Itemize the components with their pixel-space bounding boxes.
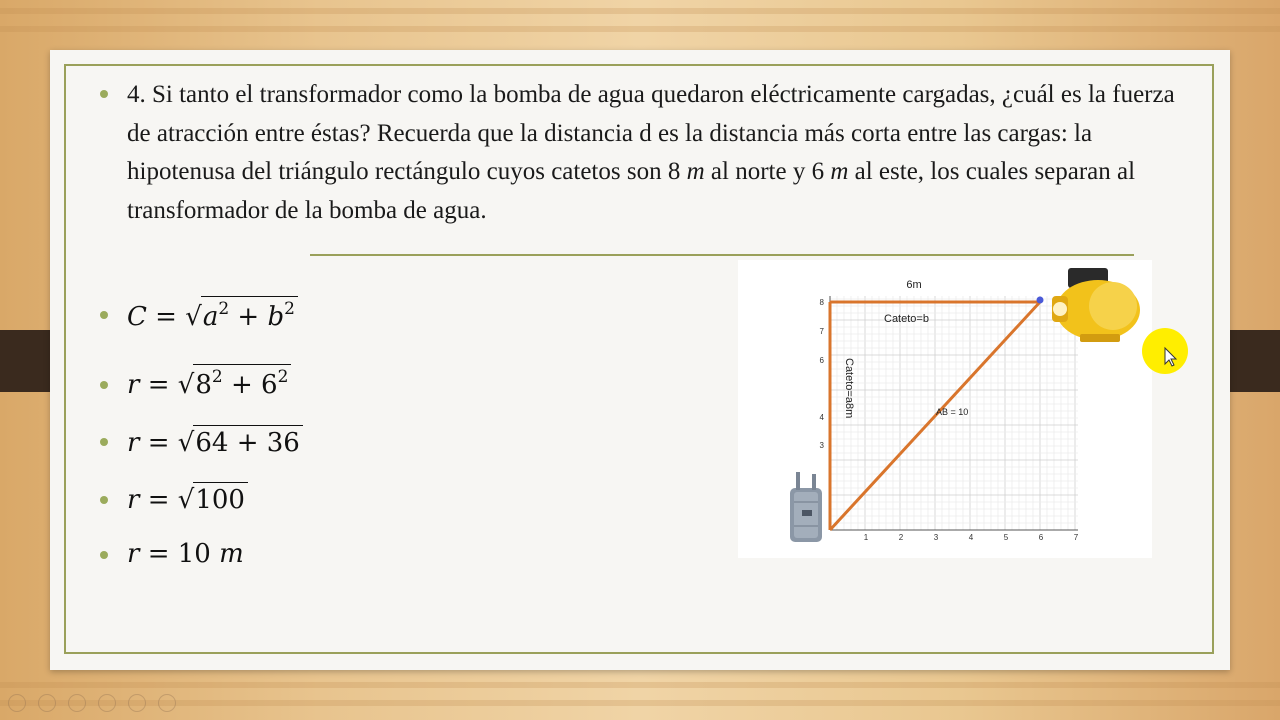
y-tick-labels	[820, 298, 825, 450]
cursor-icon	[1142, 328, 1188, 374]
x-tick-label: 5	[1003, 533, 1009, 542]
equation-squares: r = √64 + 36	[127, 425, 303, 458]
equation-result: r = 10 m	[127, 539, 244, 569]
triangle-diagram	[738, 260, 1152, 558]
presentation-toolbar	[8, 694, 184, 716]
bullet-eq4	[100, 496, 108, 504]
pen-icon[interactable]	[68, 694, 86, 712]
bullet-paragraph	[100, 90, 108, 98]
x-tick-label: 1	[863, 533, 869, 542]
x-tick-label: 4	[968, 533, 974, 542]
slides-icon[interactable]	[98, 694, 116, 712]
bullet-eq1	[100, 311, 108, 319]
equation-substitution: $r = √8^2 + 6^2$	[127, 364, 291, 400]
hypotenuse-label: AB = 10	[936, 407, 969, 417]
bullet-eq5	[100, 551, 108, 559]
y-tick-label: 8	[819, 298, 824, 307]
x-tick-label: 2	[898, 533, 904, 542]
y-tick-label: 3	[819, 441, 824, 450]
slide	[50, 50, 1230, 670]
y-tick-label: 7	[819, 327, 824, 336]
title-divider	[310, 254, 1134, 256]
y-tick-label: 6	[819, 356, 824, 365]
equation-sum: r = √100	[127, 482, 248, 515]
previous-icon[interactable]	[8, 694, 26, 712]
bullet-eq3	[100, 438, 108, 446]
x-tick-label: 6	[1038, 533, 1044, 542]
equation-pythagoras: $C = √a^2 + b^2$	[127, 296, 298, 332]
cateto-b-label: Cateto=b	[884, 313, 929, 325]
x-tick-labels	[864, 533, 1079, 542]
x-tick-label: 7	[1073, 533, 1079, 542]
water-pump-icon	[1052, 268, 1140, 342]
y-tick-label: 4	[819, 413, 824, 422]
more-icon[interactable]	[158, 694, 176, 712]
laser-pointer	[1142, 328, 1188, 374]
bullet-eq2	[100, 381, 108, 389]
problem-statement: 4. Si tanto el transformador como la bomba de agua quedaron eléctricamente cargadas, ¿cuál es la fuerza de atracción entre éstas? Recuerda que la distancia d es la distancia más corta entre las cargas: la hipotenusa del triángulo rectángulo cuyos catetos son 8 m al norte y 6 m al este, los cuales separan al transformador de la bomba de agua.	[127, 81, 1175, 224]
point-b	[1037, 297, 1044, 304]
cateto-a-label: Cateto=a8m	[843, 358, 855, 419]
x-tick-label: 3	[933, 533, 939, 542]
transformer-icon	[790, 472, 822, 542]
next-icon[interactable]	[38, 694, 56, 712]
top-side-label: 6m	[906, 279, 922, 291]
triangle-figure	[738, 260, 1152, 558]
zoom-icon[interactable]	[128, 694, 146, 712]
